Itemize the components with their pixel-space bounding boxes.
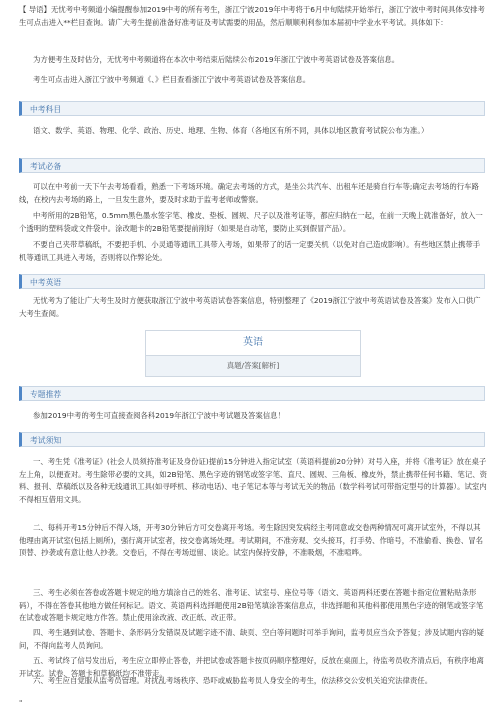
answer-box-link[interactable]: 真题/答案[解析] <box>146 356 361 377</box>
answer-link-box[interactable] <box>145 330 361 377</box>
rules-paragraph-2: 二、每科开考15分钟后不得入场，开考30分钟后方可交卷离开考场。考生除因突发病经主考同意或交卷两种情况可离开试室外，不得以其他理由离开试室(包括上厕所)，强行离开试室者，按交卷离场处理。考试期间，不准旁观、交头接耳，打手势、作暗号，不准偷看、换卷、冒名顶替、抄袭或有意让他人抄袭。交卷后，不得在考场逗留、谈论。试室内保持安静，不准吸烟，不准喧哗。 <box>19 523 483 558</box>
subjects-text: 语文、数学、英语、物理、化学、政治、历史、地理、生物、体育（各地区有所不同，具体以地区教育考试院公布为准。） <box>33 126 429 135</box>
rules-paragraph-3: 三、考生必须在答卷或答题卡规定的地方填涂自己的姓名、准考证、试室号、座位号等（语文、英语两科还要在答题卡指定位置粘贴条形码），不得在答卷其他地方做任何标记。语文、英语两科选择题使用2B铅笔填涂答案信息点，非选择题和其他科都使用黑色字迹的钢笔或签字笔在试卷或答题卡规定地方作答。禁止使用涂改液、改正纸、改正带。 <box>19 588 484 623</box>
rules-paragraph-4: 四、考生遇到试卷、答题卡、条形码分发错误及试题字迹不清、缺页、空白等问题时可举手询问，监考员应当众予答复；涉及试题内容的疑问，不得向监考人员询问。 <box>19 628 484 650</box>
section-header-rules <box>19 432 485 447</box>
english-text: 无忧考为了能让广大考生及时方便获取浙江宁波中考英语试卷答案信息，特别整理了《2019浙江宁波中考英语试卷及答案》发布入口供广大考生查阅。 <box>19 296 481 318</box>
rules-paragraph-1: 一、考生凭《准考证》(社会人员须持准考证及身份证)提前15分钟进入指定试室（英语科提前20分钟）对号入座，并将《准考证》放在桌子左上角，以便查对。考生除带必要的文具，如2B铅笔、黑色字迹的钢笔或签字笔、直尺、圆规、三角板、橡皮外，禁止携带任何书籍、笔记、资料、报刊、草稿纸以及各种无线通讯工具(如寻呼机、移动电话)、电子笔记本等与考试无关的物品（数学科考试可带指定型号的计算器）。试室内不得相互借用文具。 <box>19 457 487 504</box>
trailing-mark: " <box>19 698 23 707</box>
section-title: 中考科目 <box>30 105 62 114</box>
section-title: 专题推荐 <box>30 390 62 399</box>
section-header-topics <box>19 386 485 401</box>
intro-paragraph: 【 导语】无忧考中考频道小编提醒参加2019中考的所有考生，浙江宁波2019年中考将于6月中旬陆续开始举行，浙江宁波中考时间具体安排考生可点击进入**栏目查询。请广大考生提前准备好准考证及考试需要的用品，然后顺顺利利参加本届初中学业水平考试。具体如下： <box>19 5 485 27</box>
topics-text: 参加2019中考的考生可直接查阅各科2019年浙江宁波中考试题及答案信息！ <box>33 411 285 420</box>
section-header-essentials <box>19 158 485 173</box>
section-title: 考试必备 <box>30 162 62 171</box>
rules-paragraph-5: 五、考试终了信号发出后，考生应立即停止答卷，并把试卷或答题卡按页码顺序整理好，反放在桌面上，待监考员收齐清点后，有秩序地离开试室。试卷、答题卡和草稿纸均不准带走。 <box>19 656 484 678</box>
section-header-english <box>19 274 485 289</box>
section-title: 中考英语 <box>30 278 62 287</box>
intro-paragraph-2: 考生可点击进入浙江宁波中考频道《、》栏目查看浙江宁波中考英语试卷及答案信息。 <box>33 75 311 84</box>
essentials-paragraph-2: 中考所用的2B铅笔，0.5mm黑色墨水签字笔、橡皮、垫板、圆规、尺子以及准考证等，都应归纳在一起，在前一天晚上就准备好，放入一个透明的塑料袋或文件袋中。涂改题卡的2B铅笔要提前削好（如果是自动笔，要防止买到假冒产品）。 <box>19 211 483 233</box>
rules-paragraph-6: 六、考生应自觉服从监考员管理。对扰乱考场秩序、恐吓或威胁监考员人身安全的考生，依法移交公安机关追究法律责任。 <box>33 676 433 685</box>
essentials-paragraph-3: 不要自己夹带草稿纸，不要把手机、小灵通等通讯工具带入考场，如果带了的话一定要关机（以免对自己造成影响）。有些地区禁止携带手机等通讯工具进入考场，否则将以作弊论处。 <box>19 240 481 262</box>
section-header-subjects <box>19 101 485 116</box>
section-title: 考试须知 <box>30 436 62 445</box>
essentials-paragraph-1: 可以在中考前一天下午去考场看看，熟悉一下考场环境。确定去考场的方式，是坐公共汽车、出租车还是骑自行车等;确定去考场的行车路线，在校内去考场的路上，一旦发生意外，要及时求助于监考老师或警察。 <box>19 182 479 204</box>
intro-paragraph-1: 为方便考生及时估分，无忧考中考频道将在本次中考结束后陆续公布2019年浙江宁波中考英语试卷及答案信息。 <box>33 55 400 64</box>
answer-box-title[interactable]: 英语 <box>146 331 361 356</box>
